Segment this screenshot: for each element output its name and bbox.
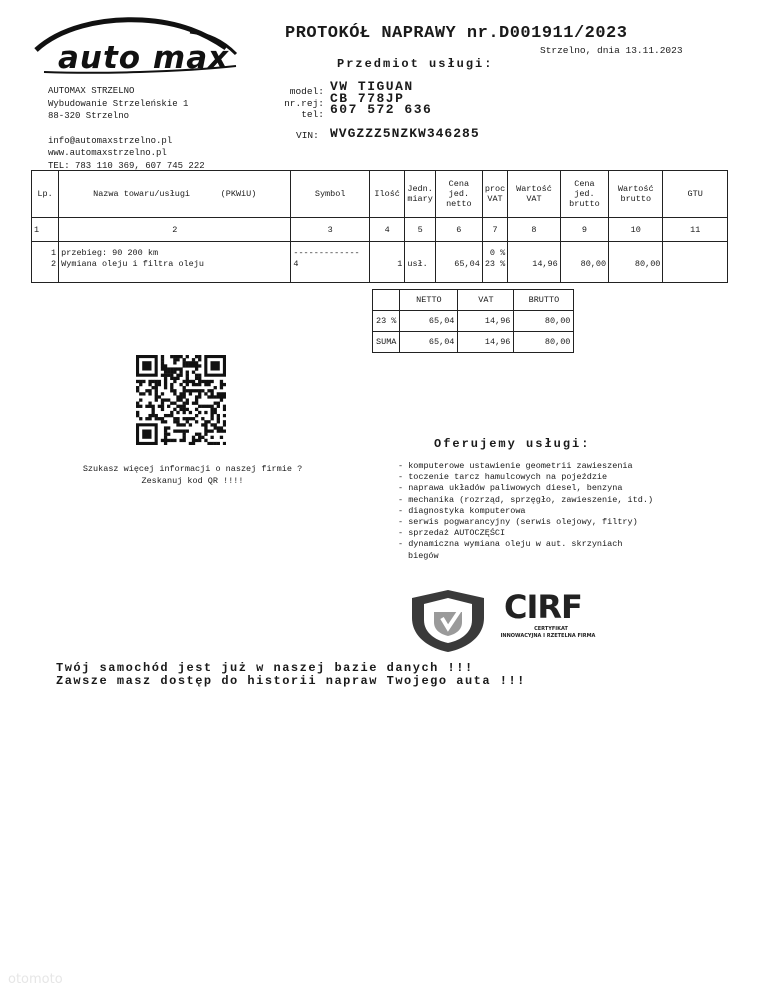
offer-list bbox=[398, 461, 658, 562]
offer-item: - serwis pogwarancyjny (serwis olejowy, filtry) bbox=[398, 517, 638, 528]
offer-item: - komputerowe ustawienie geometrii zawieszenia bbox=[398, 461, 633, 471]
header-unit-l1: Jedn. bbox=[407, 184, 433, 194]
vehicle-reg: CB 778JP bbox=[330, 90, 405, 106]
vin-value: WVGZZZ5NZKW346285 bbox=[330, 126, 480, 141]
summary-table bbox=[372, 289, 574, 353]
offer-item: - naprawa układów paliwowych diesel, benzyna bbox=[398, 483, 623, 494]
vehicle-model: VW TIGUAN bbox=[330, 79, 414, 94]
col-number: 4 bbox=[369, 218, 404, 242]
cell-lp bbox=[32, 242, 59, 283]
summary-row bbox=[373, 332, 574, 353]
row-name: Wymiana oleju i filtra oleju bbox=[61, 258, 204, 269]
cell-net bbox=[435, 242, 482, 283]
model-label: model: bbox=[289, 86, 324, 97]
header-gtu: GTU bbox=[663, 171, 728, 218]
header-vat-val bbox=[508, 171, 561, 218]
header-name bbox=[59, 171, 291, 218]
company-info bbox=[48, 85, 205, 172]
col-number: 5 bbox=[405, 218, 436, 242]
vin-label: VIN: bbox=[296, 130, 319, 141]
row-symbol: ------------- bbox=[293, 248, 360, 258]
col-number: 11 bbox=[663, 218, 728, 242]
summary-header-row bbox=[373, 290, 574, 311]
header-symbol: Symbol bbox=[291, 171, 370, 218]
offer-item: - toczenie tarcz hamulcowych na pojeździe bbox=[398, 472, 608, 483]
qr-caption-line2: Zeskanuj kod QR !!!! bbox=[141, 476, 244, 486]
company-phone: TEL: 783 110 369, 607 745 222 bbox=[48, 160, 205, 171]
shield-icon bbox=[408, 588, 488, 654]
row-gross-val: 80,00 bbox=[634, 258, 661, 269]
row-vat-pct: 0 % bbox=[489, 248, 506, 258]
summary-gross: 80,00 bbox=[514, 332, 574, 353]
table-header-row bbox=[32, 171, 728, 218]
place-date: Strzelno, dnia 13.11.2023 bbox=[540, 45, 683, 56]
vehicle-labels bbox=[282, 86, 324, 121]
cell-unit bbox=[405, 242, 436, 283]
items-table bbox=[31, 170, 728, 283]
summary-label: SUMA bbox=[373, 332, 400, 353]
cell-symbol bbox=[291, 242, 370, 283]
row-gross-price: 80,00 bbox=[580, 258, 607, 269]
tel-label: tel: bbox=[301, 109, 324, 120]
offer-item: - diagnostyka komputerowa bbox=[398, 505, 526, 516]
company-street: Wybudowanie Strzeleńskie 1 bbox=[48, 98, 189, 109]
cell-qty bbox=[369, 242, 404, 283]
header-net-price-l1: Cena jed. bbox=[448, 179, 470, 199]
footer-message bbox=[56, 662, 526, 688]
offer-title: Oferujemy usługi: bbox=[434, 437, 591, 451]
table-row bbox=[32, 242, 728, 283]
header-qty: Ilość bbox=[369, 171, 404, 218]
summary-net: 65,04 bbox=[400, 311, 458, 332]
header-net-price bbox=[435, 171, 482, 218]
row-symbol: 4 bbox=[293, 258, 299, 269]
cell-vat-val bbox=[508, 242, 561, 283]
col-number: 8 bbox=[508, 218, 561, 242]
row-name: przebieg: 90 200 km bbox=[61, 248, 159, 258]
header-vat-pct bbox=[482, 171, 507, 218]
row-net: 65,04 bbox=[454, 258, 480, 269]
cirf-subtitle2: INNOWACYJNA I RZETELNA FIRMA bbox=[500, 633, 596, 639]
company-website: www.automaxstrzelno.pl bbox=[48, 148, 167, 158]
offer-item: - mechanika (rozrząd, sprzęgło, zawieszenie, itd.) bbox=[398, 494, 654, 505]
summary-row bbox=[373, 311, 574, 332]
col-number: 9 bbox=[560, 218, 608, 242]
footer-line1: Twój samochód jest już w naszej bazie danych !!! bbox=[56, 661, 474, 675]
col-number: 6 bbox=[435, 218, 482, 242]
row-lp: 1 bbox=[51, 248, 57, 258]
header-name-text: Nazwa towaru/usługi bbox=[93, 189, 191, 199]
summary-header-gross: BRUTTO bbox=[514, 290, 574, 311]
row-lp: 2 bbox=[51, 258, 57, 269]
document-title: PROTOKÓŁ NAPRAWY nr.D001911/2023 bbox=[285, 24, 628, 43]
column-number-row bbox=[32, 218, 728, 242]
company-name: AUTOMAX STRZELNO bbox=[48, 86, 135, 96]
company-postal-city: 88-320 Strzelno bbox=[48, 111, 130, 121]
summary-vat: 14,96 bbox=[458, 311, 514, 332]
header-lp: Lp. bbox=[32, 171, 59, 218]
summary-header-net: NETTO bbox=[400, 290, 458, 311]
company-email: info@automaxstrzelno.pl bbox=[48, 135, 173, 146]
vehicle-values bbox=[330, 81, 432, 116]
header-gross-val-l1: Wartość bbox=[617, 184, 654, 194]
row-qty: 1 bbox=[397, 258, 403, 269]
header-pkwiu: (PKWiU) bbox=[220, 189, 257, 199]
row-unit: usł. bbox=[407, 258, 428, 269]
row-vat-pct: 23 % bbox=[484, 258, 506, 269]
header-vat-pct-l1: proc bbox=[484, 184, 506, 194]
header-gross-price-l1: Cena jed. bbox=[574, 179, 595, 199]
header-gross-price bbox=[560, 171, 608, 218]
offer-item: - dynamiczna wymiana oleju w aut. skrzyniach biegów bbox=[398, 539, 623, 561]
col-number: 2 bbox=[59, 218, 291, 242]
footer-line2: Zawsze masz dostęp do historii napraw Twojego auta !!! bbox=[56, 674, 526, 688]
summary-header-vat: VAT bbox=[458, 290, 514, 311]
col-number: 3 bbox=[291, 218, 370, 242]
cirf-name: CIRF bbox=[504, 588, 582, 626]
cirf-certificate bbox=[408, 588, 608, 654]
qr-caption bbox=[60, 463, 325, 487]
cell-gross-val bbox=[609, 242, 663, 283]
col-number: 7 bbox=[482, 218, 507, 242]
row-vat-val: 14,96 bbox=[532, 258, 558, 269]
customer-tel: 607 572 636 bbox=[330, 102, 433, 117]
header-gross-price-l2: brutto bbox=[569, 199, 600, 209]
header-unit-l2: miary bbox=[407, 194, 433, 204]
header-unit bbox=[405, 171, 436, 218]
reg-label: nr.rej: bbox=[284, 97, 324, 109]
subject-heading: Przedmiot usługi: bbox=[337, 57, 494, 71]
cirf-subtitle1: CERTYFIKAT bbox=[534, 626, 568, 632]
col-number: 1 bbox=[32, 218, 59, 242]
header-gross-val bbox=[609, 171, 663, 218]
logo-text: auto max bbox=[58, 40, 230, 76]
col-number: 10 bbox=[609, 218, 663, 242]
header-vat-pct-l2: VAT bbox=[487, 194, 503, 204]
header-vat-val-l1: Wartość bbox=[516, 184, 552, 194]
header-gross-val-l2: brutto bbox=[620, 194, 652, 204]
cell-vat-pct bbox=[482, 242, 507, 283]
summary-label: 23 % bbox=[373, 311, 400, 332]
cell-name bbox=[59, 242, 291, 283]
header-vat-val-l2: VAT bbox=[526, 194, 542, 204]
summary-gross: 80,00 bbox=[514, 311, 574, 332]
summary-vat: 14,96 bbox=[458, 332, 514, 353]
qr-code bbox=[136, 355, 226, 445]
company-logo bbox=[30, 14, 245, 78]
cell-gross-price bbox=[560, 242, 608, 283]
summary-net: 65,04 bbox=[400, 332, 458, 353]
offer-item: - sprzedaż AUTOCZĘŚCI bbox=[398, 528, 506, 539]
cell-gtu bbox=[663, 242, 728, 283]
header-net-price-l2: netto bbox=[446, 199, 472, 209]
watermark: otomoto bbox=[8, 972, 63, 987]
qr-caption-line1: Szukasz więcej informacji o naszej firmie ? bbox=[82, 464, 303, 474]
